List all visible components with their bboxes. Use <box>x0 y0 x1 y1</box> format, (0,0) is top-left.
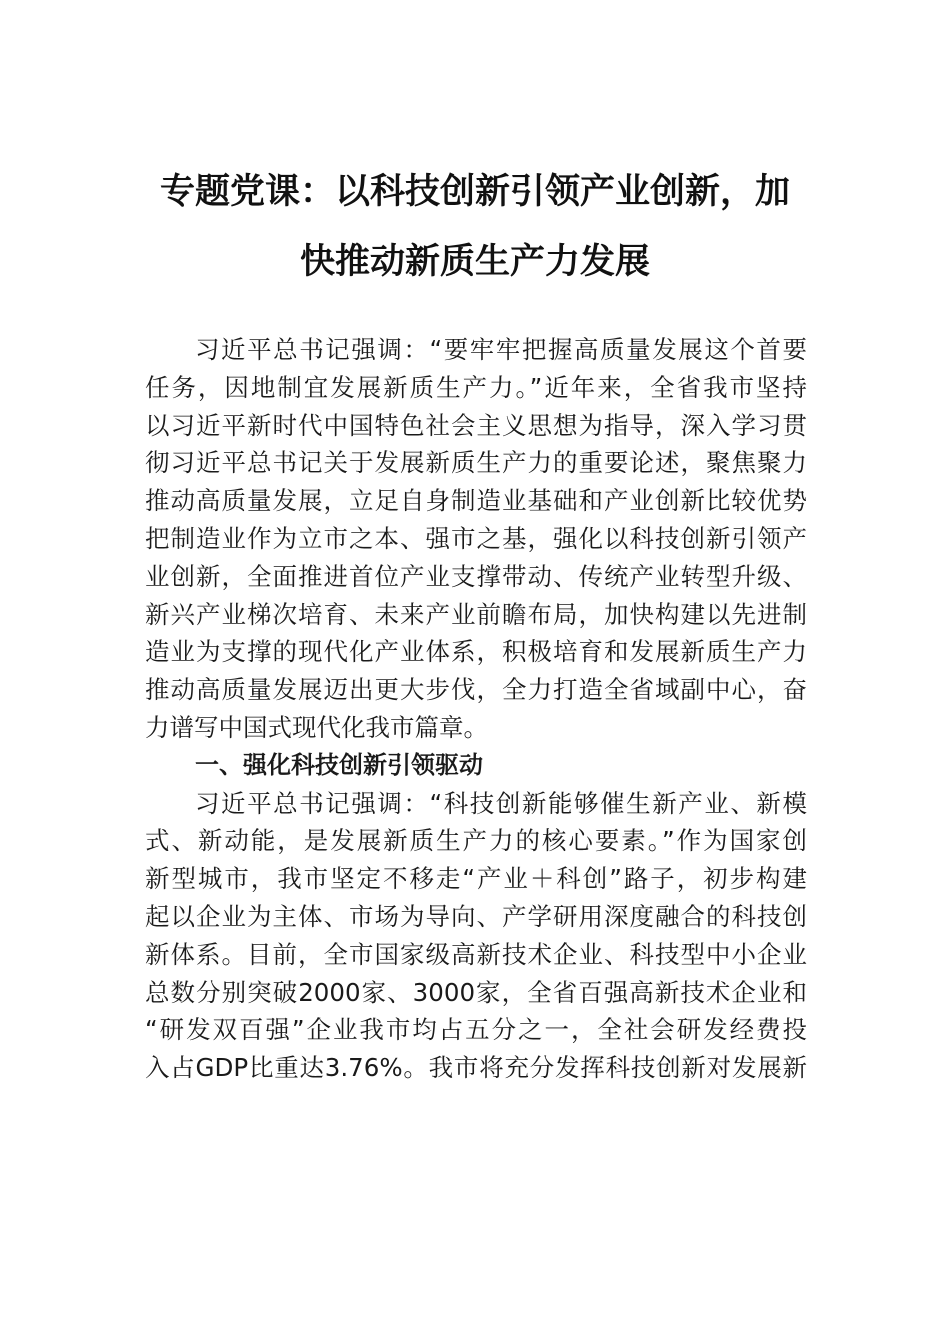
text-line: “研发双百强”企业我市均占五分之一，全社会研发经费投 <box>145 1015 807 1045</box>
document-title-line-1: 专题党课：以科技创新引领产业创新，加 <box>159 171 790 212</box>
document-title-line-2: 快推动新质生产力发展 <box>299 241 650 282</box>
text-line: 推动高质量发展，立足自身制造业基础和产业创新比较优势 <box>145 486 807 516</box>
text-line: 总数分别突破2000家、3000家，全省百强高新技术企业和 <box>145 977 807 1007</box>
text-line: 以习近平新时代中国特色社会主义思想为指导，深入学习贯 <box>145 410 807 440</box>
paragraph-intro <box>145 331 807 747</box>
text-line: 习近平总书记强调：“要牢牢把握高质量发展这个首要 <box>195 335 807 364</box>
document-body <box>145 331 807 1087</box>
text-line: 式、新动能，是发展新质生产力的核心要素。”作为国家创 <box>145 826 807 856</box>
text-line: 推动高质量发展迈出更大步伐，全力打造全省域副中心，奋 <box>145 675 807 705</box>
section-heading: 一、强化科技创新引领驱动 <box>195 750 483 779</box>
text-line: 彻习近平总书记关于发展新质生产力的重要论述，聚焦聚力 <box>145 448 807 478</box>
paragraph-section-1 <box>145 785 807 1087</box>
text-line: 新兴产业梯次培育、未来产业前瞻布局，加快构建以先进制 <box>145 599 807 629</box>
text-line: 入占GDP比重达3.76%。我市将充分发挥科技创新对发展新 <box>145 1053 807 1083</box>
text-line: 造业为支撑的现代化产业体系，积极培育和发展新质生产力 <box>145 637 807 667</box>
text-line: 把制造业作为立市之本、强市之基，强化以科技创新引领产 <box>145 523 807 553</box>
text-line: 力谱写中国式现代化我市篇章。 <box>145 712 488 742</box>
text-line: 新型城市，我市坚定不移走“产业＋科创”路子，初步构建 <box>145 864 807 894</box>
text-line: 任务，因地制宜发展新质生产力。”近年来，全省我市坚持 <box>145 372 807 402</box>
text-line: 业创新，全面推进首位产业支撑带动、传统产业转型升级、 <box>145 561 807 591</box>
text-line: 起以企业为主体、市场为导向、产学研用深度融合的科技创 <box>145 901 807 931</box>
text-line: 新体系。目前，全市国家级高新技术企业、科技型中小企业 <box>145 939 807 969</box>
text-line: 习近平总书记强调：“科技创新能够催生新产业、新模 <box>195 788 807 818</box>
